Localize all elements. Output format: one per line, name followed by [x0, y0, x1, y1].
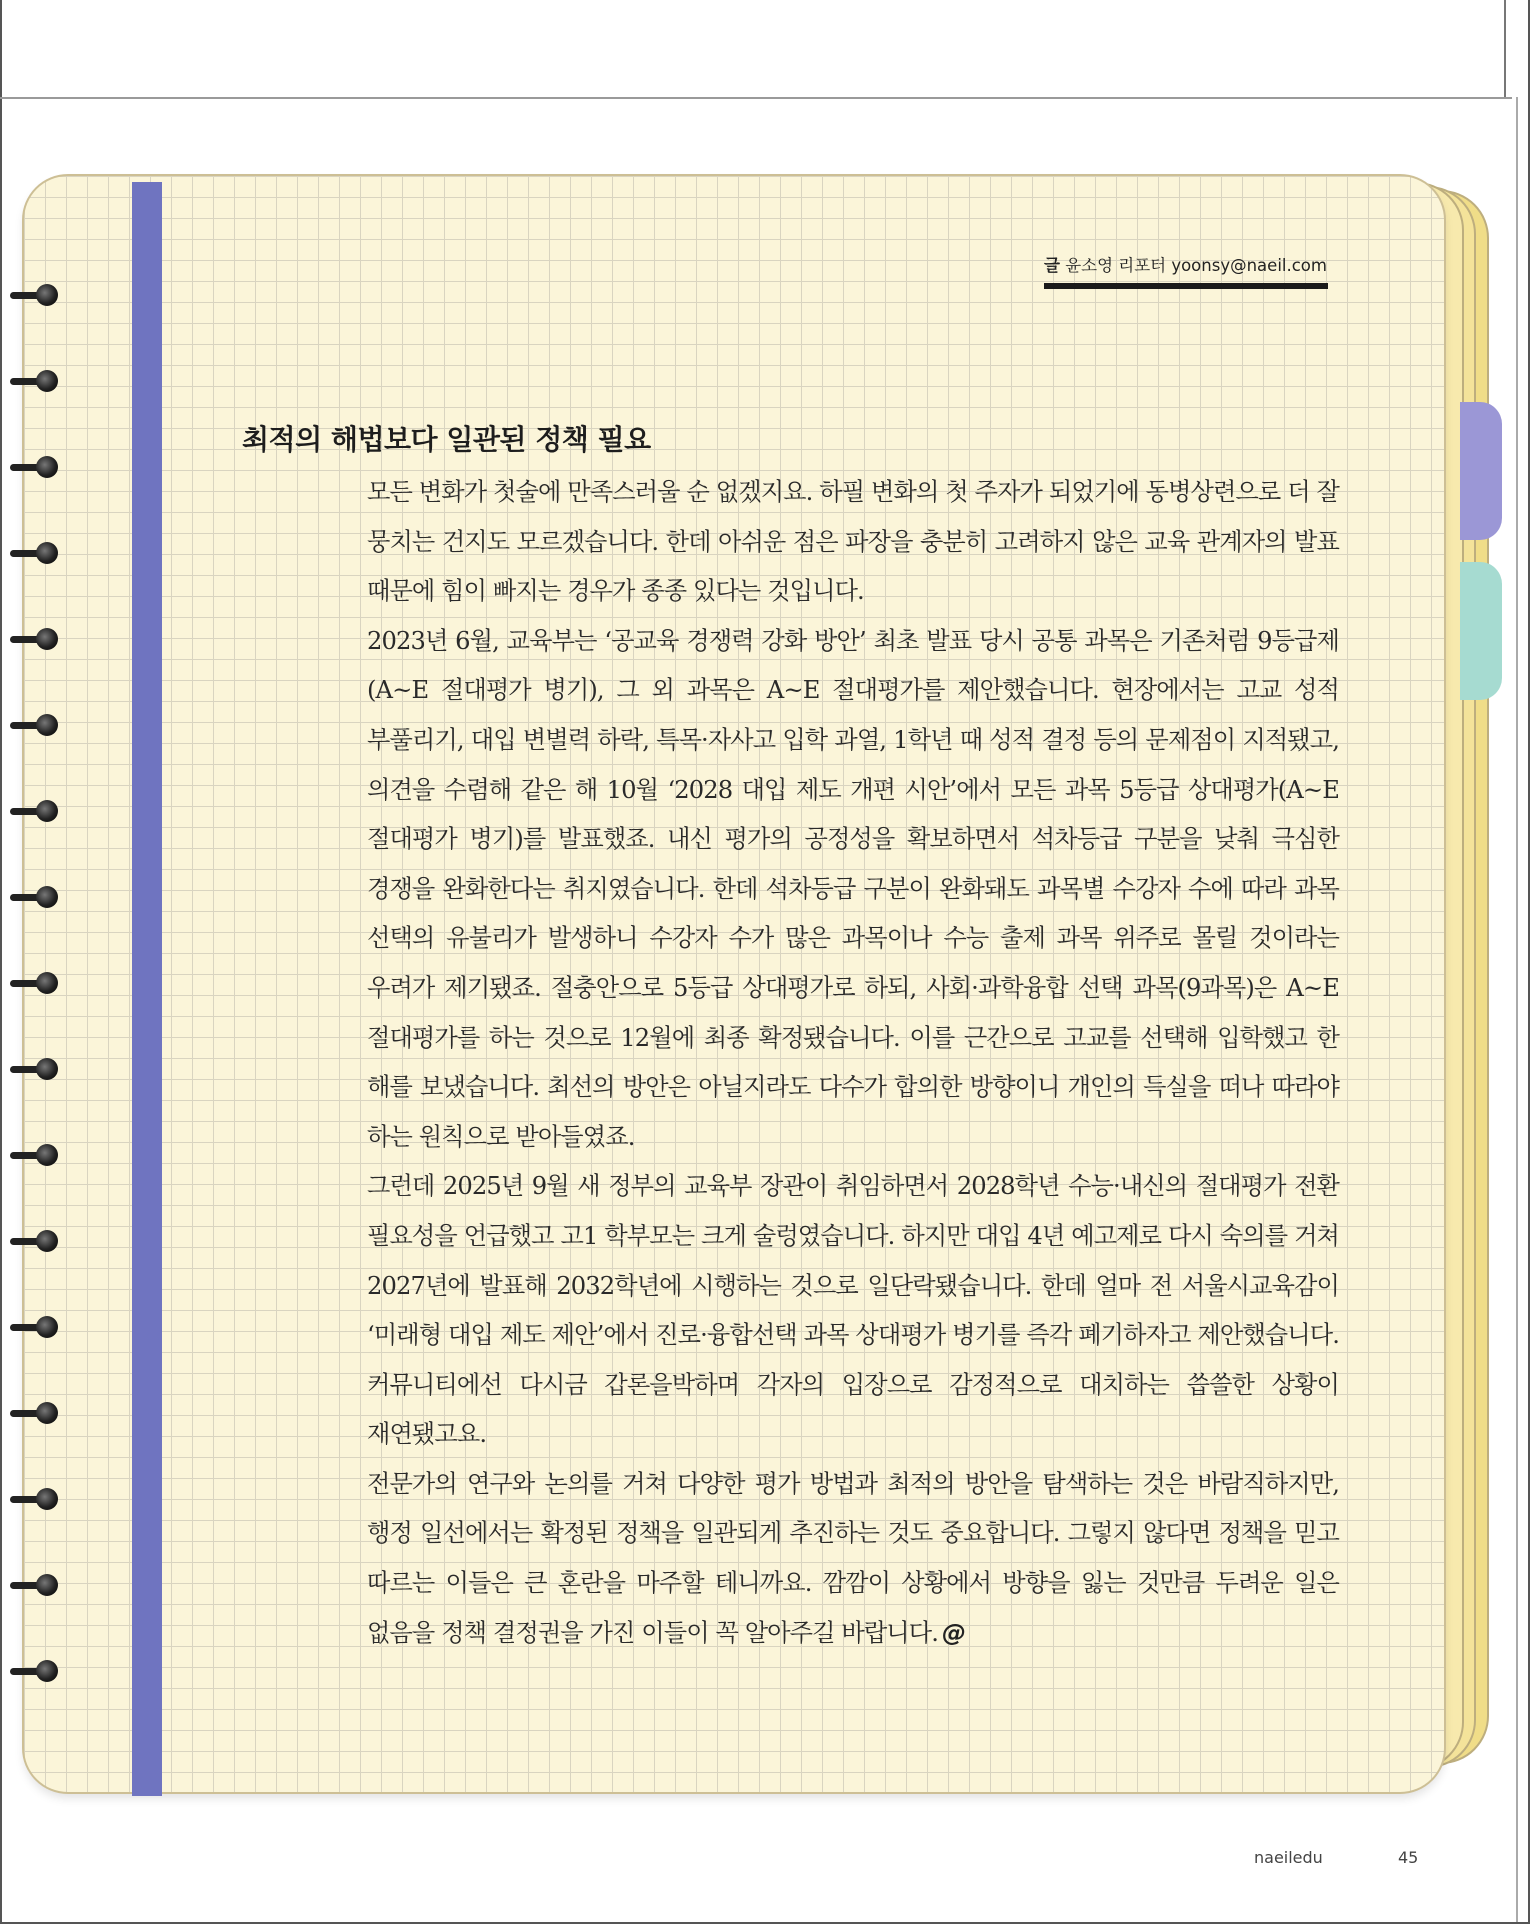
spiral-ring-icon — [10, 714, 60, 736]
article-paragraph-text: 전문가의 연구와 논의를 거쳐 다양한 평가 방법과 최적의 방안을 탐색하는 것은 바람직하지만, 행정 일선에서는 확정된 정책을 일관되게 추진하는 것도 중요합니다. 그렇지 않다면 정책을 믿고 따르는 이들은 큰 혼란을 마주할 테니까요. 깜깜이 상황에서 방향을 잃는 것만큼 두려운 일은 없음을 정책 결정권을 가진 이들이 꼭 알아주길 바랍니다. — [367, 1469, 1339, 1647]
spiral-ring-icon — [10, 972, 60, 994]
page-number: 45 — [1398, 1848, 1419, 1867]
footer-brand: naeiledu — [1254, 1848, 1323, 1867]
spiral-ring-icon — [10, 456, 60, 478]
article-paragraph: 모든 변화가 첫술에 만족스러울 순 없겠지요. 하필 변화의 첫 주자가 되었기에 동병상련으로 더 잘 뭉치는 건지도 모르겠습니다. 한데 아쉬운 점은 파장을 충분히 고려하지 않은 교육 관계자의 발표 때문에 힘이 빠지는 경우가 종종 있다는 것입니다. — [367, 478, 1339, 606]
page-edge — [1504, 0, 1506, 97]
article-paragraph — [367, 1460, 1339, 1658]
spiral-ring-icon — [10, 1402, 60, 1424]
spiral-ring-icon — [10, 1574, 60, 1596]
notebook-tab-purple — [1460, 402, 1502, 540]
article-body — [367, 468, 1339, 1658]
spiral-ring-icon — [10, 1488, 60, 1510]
top-rule — [0, 97, 1512, 99]
byline-author: 윤소영 리포터 yoonsy@naeil.com — [1065, 256, 1327, 275]
byline — [1044, 252, 1327, 276]
spiral-ring-icon — [10, 1230, 60, 1252]
spiral-ring-icon — [10, 370, 60, 392]
notebook-tab-teal — [1460, 562, 1502, 700]
spiral-ring-icon — [10, 800, 60, 822]
article-paragraph: 그런데 2025년 9월 새 정부의 교육부 장관이 취임하면서 2028학년 수능·내신의 절대평가 전환 필요성을 언급했고 고1 학부모는 크게 술렁였습니다. 하지만 대입 4년 예고제로 다시 숙의를 거쳐 2027년에 발표해 2032학년에 시행하는 것으로 일단락됐습니다. 한데 얼마 전 서울시교육감이 ‘미래형 대입 제도 제안’에서 진로·융합선택 과목 상대평가 병기를 즉각 폐기하자고 제안했습니다. 커뮤니티에선 다시금 갑론을박하며 각자의 입장으로 감정적으로 대치하는 씁쓸한 상황이 재연됐고요. — [367, 1172, 1339, 1449]
spiral-ring-icon — [10, 542, 60, 564]
margin-stripe — [132, 182, 162, 1796]
end-mark-icon: @ — [942, 1618, 966, 1647]
spiral-ring-icon — [10, 284, 60, 306]
spiral-ring-icon — [10, 628, 60, 650]
spiral-ring-icon — [10, 1660, 60, 1682]
spiral-ring-icon — [10, 1058, 60, 1080]
article-heading: 최적의 해법보다 일관된 정책 필요 — [242, 423, 651, 456]
spiral-ring-icon — [10, 886, 60, 908]
page-edge — [1516, 97, 1518, 1922]
spiral-ring-icon — [10, 1316, 60, 1338]
byline-label: 글 — [1044, 256, 1060, 275]
article-paragraph: 2023년 6월, 교육부는 ‘공교육 경쟁력 강화 방안’ 최초 발표 당시 공통 과목은 기존처럼 9등급제(A~E 절대평가 병기), 그 외 과목은 A~E 절대평가를 제안했습니다. 현장에서는 고교 성적 부풀리기, 대입 변별력 하락, 특목·자사고 입학 과열, 1학년 때 성적 결정 등의 문제점이 지적됐고, 의견을 수렴해 같은 해 10월 ‘2028 대입 제도 개편 시안’에서 모든 과목 5등급 상대평가(A~E 절대평가 병기)를 발표했죠. 내신 평가의 공정성을 확보하면서 석차등급 구분을 낮춰 극심한 경쟁을 완화한다는 취지였습니다. 한데 석차등급 구분이 완화돼도 과목별 수강자 수에 따라 과목 선택의 유불리가 발생하니 수강자 수가 많은 과목이나 수능 출제 과목 위주로 몰릴 것이라는 우려가 제기됐죠. 절충안으로 5등급 상대평가로 하되, 사회·과학융합 선택 과목(9과목)은 A~E 절대평가를 하는 것으로 12월에 최종 확정됐습니다. 이를 근간으로 고교를 선택해 입학했고 한 해를 보냈습니다. 최선의 방안은 아닐지라도 다수가 합의한 방향이니 개인의 득실을 떠나 따라야 하는 원칙으로 받아들였죠. — [367, 626, 1339, 1151]
byline-rule — [1044, 283, 1328, 289]
spiral-ring-icon — [10, 1144, 60, 1166]
